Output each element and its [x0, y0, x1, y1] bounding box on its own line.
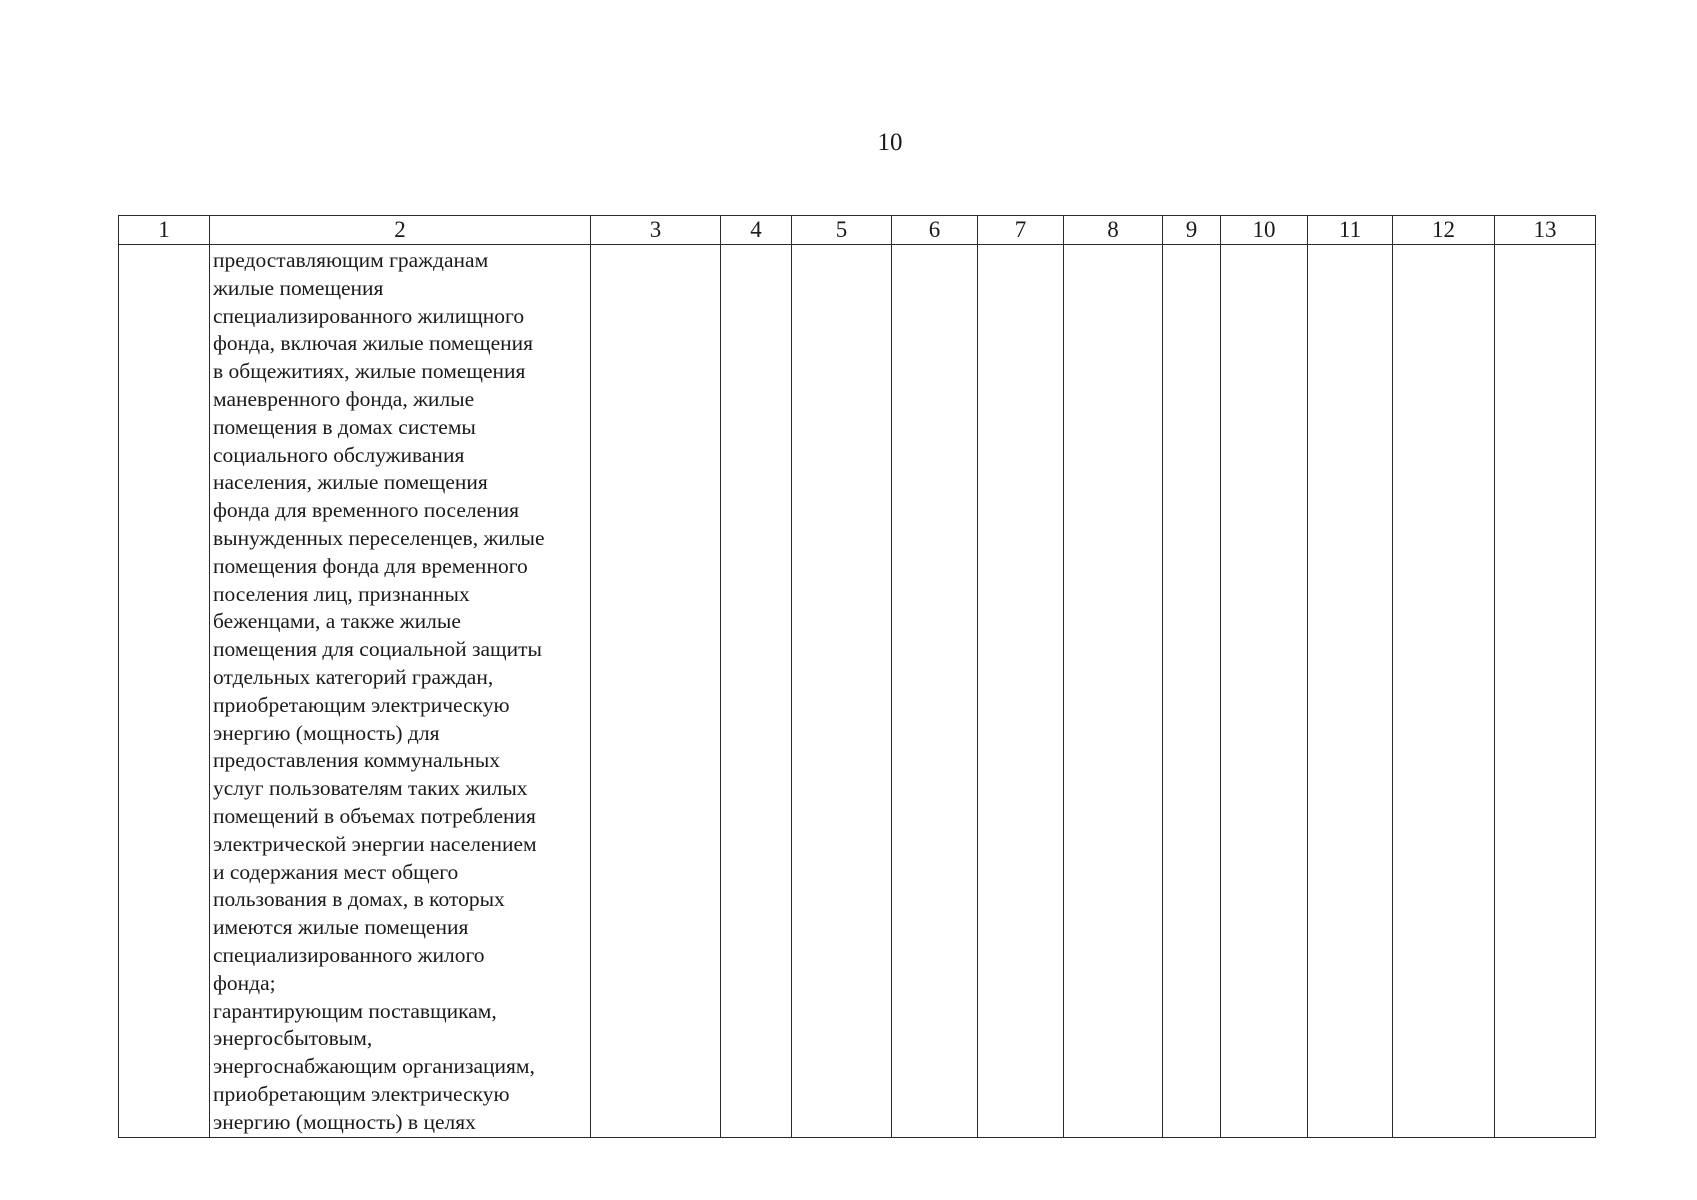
column-header-4: 4 [721, 216, 792, 245]
column-header-12: 12 [1393, 216, 1495, 245]
cell-col-8 [1064, 245, 1163, 1138]
cell-col-3 [591, 245, 721, 1138]
column-header-10: 10 [1221, 216, 1308, 245]
column-header-3: 3 [591, 216, 721, 245]
page-number: 10 [877, 129, 903, 156]
cell-col-2 [210, 245, 591, 1138]
table-row [119, 245, 1596, 1138]
cell-col-1 [119, 245, 210, 1138]
column-header-7: 7 [978, 216, 1064, 245]
column-header-8: 8 [1064, 216, 1163, 245]
column-header-9: 9 [1163, 216, 1221, 245]
column-header-13: 13 [1495, 216, 1596, 245]
column-number-row [119, 216, 1596, 245]
cell-col-13 [1495, 245, 1596, 1138]
column-header-11: 11 [1308, 216, 1393, 245]
cell-col-4 [721, 245, 792, 1138]
cell-col-12 [1393, 245, 1495, 1138]
cell-col-10 [1221, 245, 1308, 1138]
cell-col-5 [792, 245, 892, 1138]
column-header-6: 6 [892, 216, 978, 245]
data-table [118, 215, 1596, 1138]
cell-col-7 [978, 245, 1064, 1138]
column-header-2: 2 [210, 216, 591, 245]
column-header-5: 5 [792, 216, 892, 245]
cell-col-9 [1163, 245, 1221, 1138]
column-header-1: 1 [119, 216, 210, 245]
description-text: предоставляющим гражданам жилые помещения специализированного жилищного фонда, включая жилые помещения в общежитиях, жилые помещения маневренного фонда, жилые помещения в домах системы социального обслуживания населения, жилые помещения фонда для временного поселения вынужденных переселенцев, жилые помещения фонда для временного поселения лиц, признанных беженцами, а также жилые помещения для социальной защиты отдельных категорий граждан, приобретающим электрическую энергию (мощность) для предоставления коммунальных услуг пользователям таких жилых помещений в объемах потребления электрической энергии населением и содержания мест общего пользования в домах, в которых имеются жилые помещения специализированного жилого фонда; гарантирующим поставщикам, энергосбытовым, энергоснабжающим организациям, приобретающим электрическую энергию (мощность) в целях [213, 248, 545, 1134]
cell-col-6 [892, 245, 978, 1138]
cell-col-11 [1308, 245, 1393, 1138]
